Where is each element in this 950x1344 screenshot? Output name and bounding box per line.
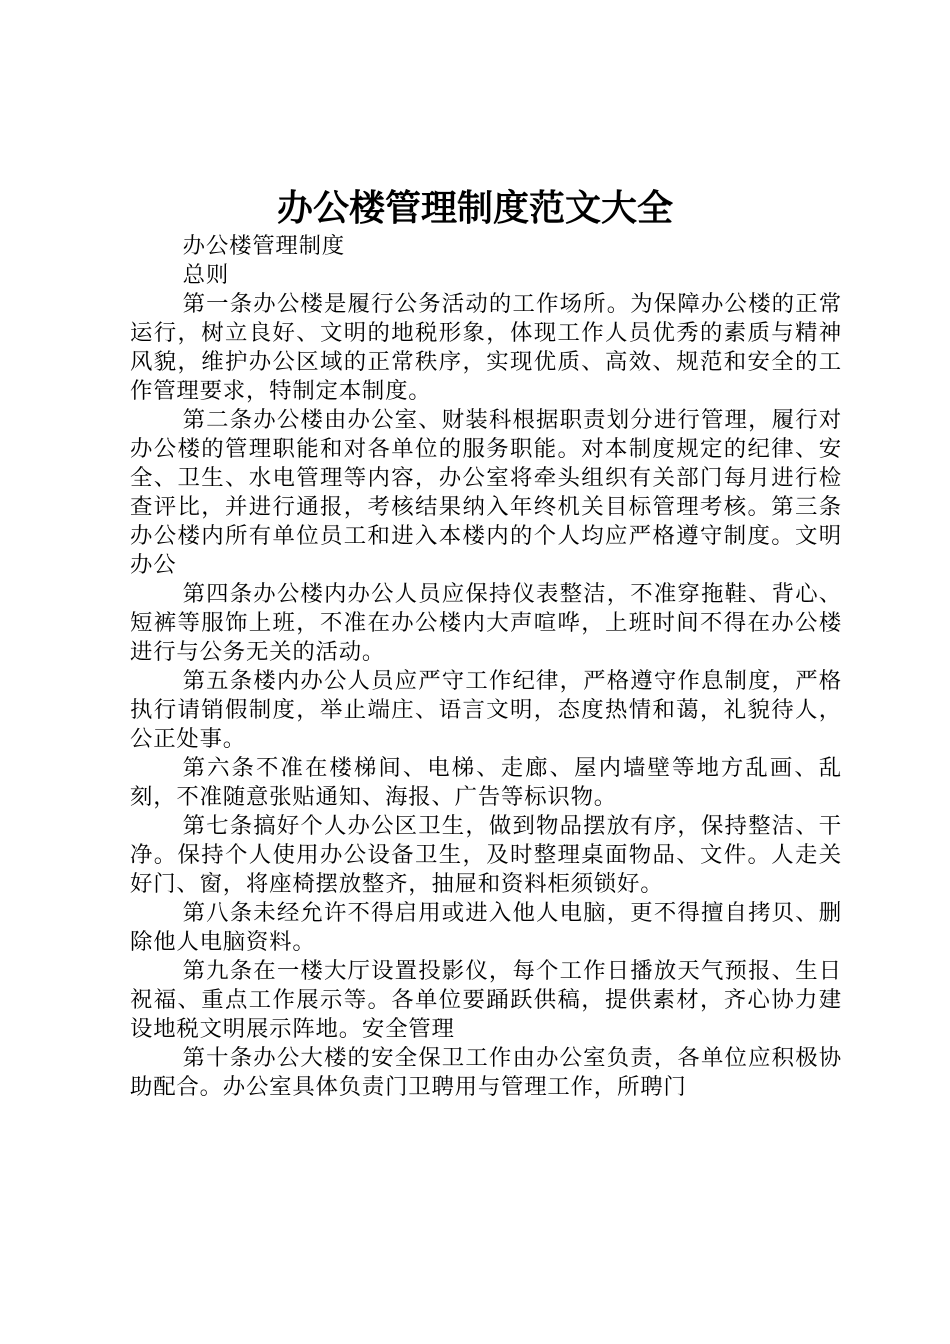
paragraph-article-9: 第九条在一楼大厅设置投影仪，每个工作日播放天气预报、生日祝福、重点工作展示等。各单位要踊跃供稿，提供素材，齐心协力建设地税文明展示阵地。安全管理 — [130, 958, 842, 1042]
document-body — [130, 232, 842, 1102]
paragraph-article-4: 第四条办公楼内办公人员应保持仪表整洁，不准穿拖鞋、背心、短裤等服饰上班，不准在办公楼内大声喧哗，上班时间不得在办公楼进行与公务无关的活动。 — [130, 581, 842, 665]
paragraph-article-2-3: 第二条办公楼由办公室、财装科根据职责划分进行管理，履行对办公楼的管理职能和对各单位的服务职能。对本制度规定的纪律、安全、卫生、水电管理等内容，办公室将牵头组织有关部门每月进行检查评比，并进行通报，考核结果纳入年终机关目标管理考核。第三条办公楼内所有单位员工和进入本楼内的个人均应严格遵守制度。文明办公 — [130, 407, 842, 578]
paragraph-section-heading: 总则 — [182, 262, 230, 288]
paragraph-subtitle: 办公楼管理制度 — [182, 233, 345, 259]
document-title: 办公楼管理制度范文大全 — [276, 187, 673, 229]
paragraph-article-10: 第十条办公大楼的安全保卫工作由办公室负责，各单位应积极协助配合。办公室具体负责门卫聘用与管理工作，所聘门 — [130, 1045, 842, 1100]
paragraph-article-5: 第五条楼内办公人员应严守工作纪律，严格遵守作息制度，严格执行请销假制度，举止端庄、语言文明，态度热情和蔼，礼貌待人，公正处事。 — [130, 668, 842, 752]
paragraph-article-8: 第八条未经允许不得启用或进入他人电脑，更不得擅自拷贝、删除他人电脑资料。 — [130, 900, 842, 955]
paragraph-article-1: 第一条办公楼是履行公务活动的工作场所。为保障办公楼的正常运行，树立良好、文明的地税形象，体现工作人员优秀的素质与精神风貌，维护办公区域的正常秩序，实现优质、高效、规范和安全的工作管理要求，特制定本制度。 — [130, 291, 842, 404]
paragraph-article-6: 第六条不准在楼梯间、电梯、走廊、屋内墙壁等地方乱画、乱刻，不准随意张贴通知、海报、广告等标识物。 — [130, 755, 842, 810]
paragraph-article-7: 第七条搞好个人办公区卫生，做到物品摆放有序，保持整洁、干净。保持个人使用办公设备卫生，及时整理桌面物品、文件。人走关好门、窗，将座椅摆放整齐，抽屉和资料柜须锁好。 — [130, 813, 842, 897]
